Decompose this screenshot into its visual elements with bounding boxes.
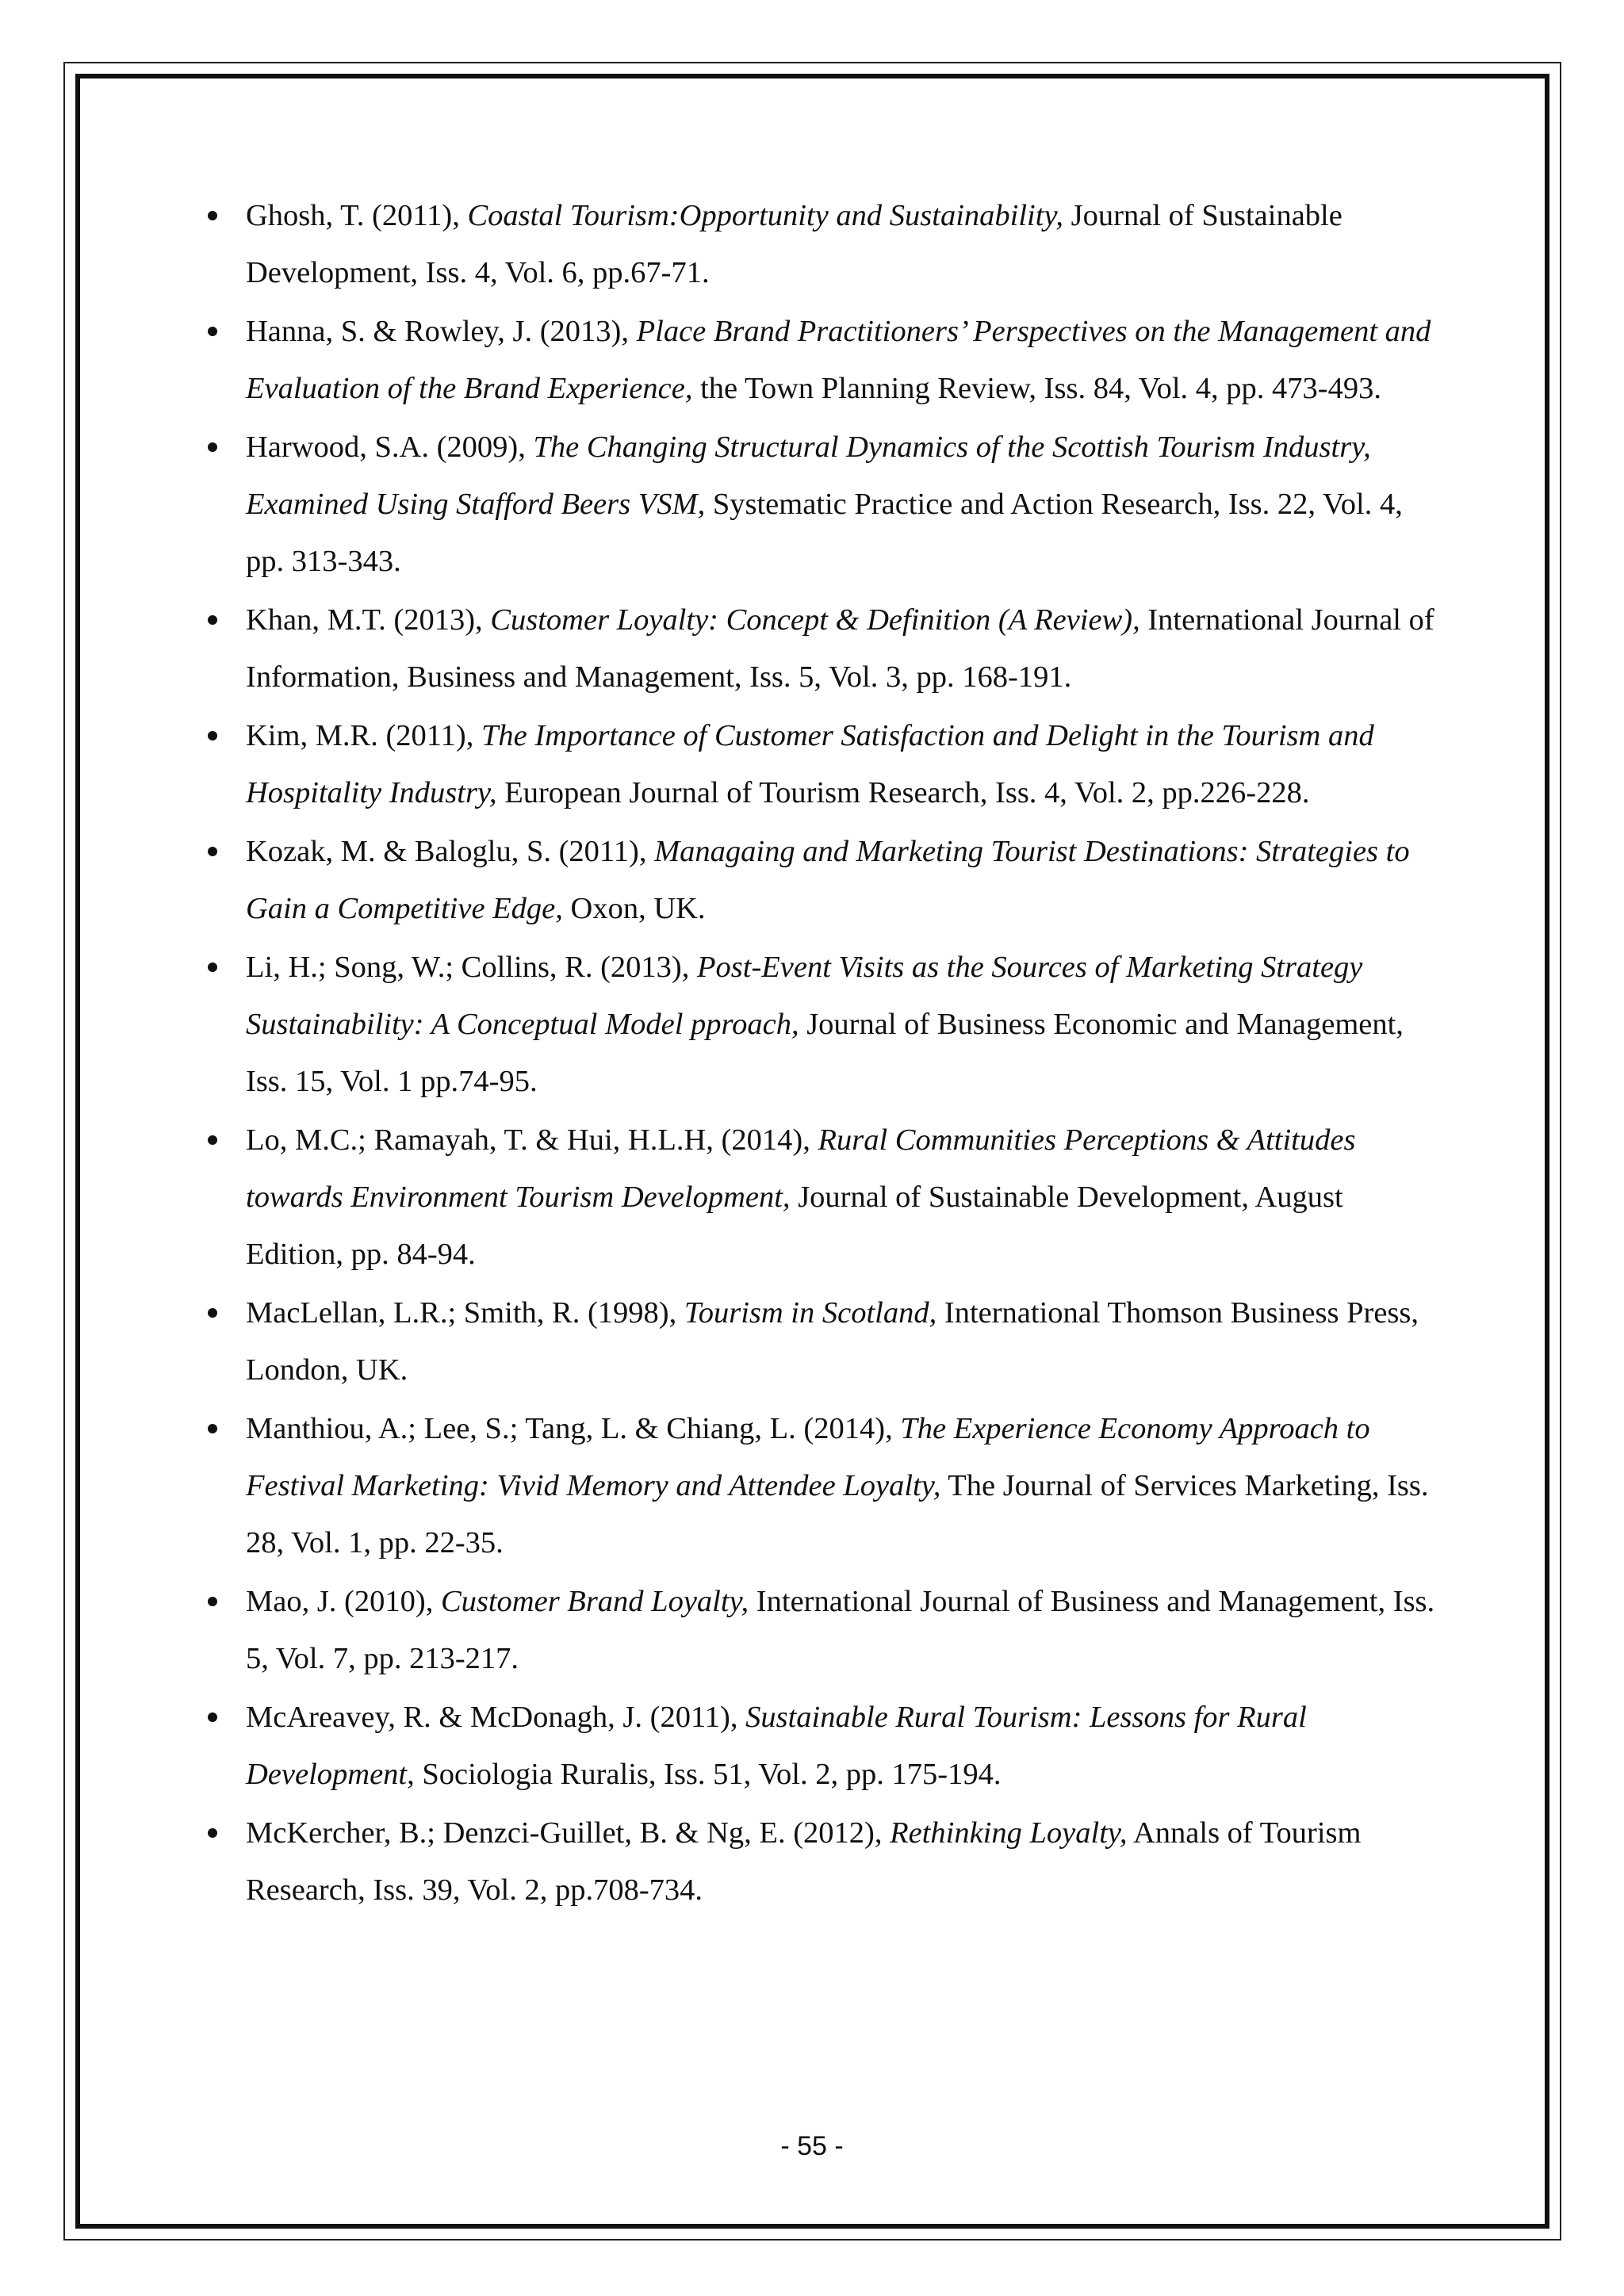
reference-source: European Journal of Tourism Research, Iss. 4, Vol. 2, pp.226-228. — [496, 776, 1310, 809]
reference-item — [208, 823, 1445, 937]
reference-author: Kim, M.R. (2011), — [246, 719, 481, 752]
reference-author: Harwood, S.A. (2009), — [246, 430, 534, 464]
reference-author: Kozak, M. & Baloglu, S. (2011), — [246, 835, 655, 868]
bullet-icon — [208, 1424, 217, 1433]
reference-title: The Experience Economy Approach to Festival Marketing: Vivid Memory and Attendee Loyalty, — [246, 1412, 1370, 1502]
reference-item — [208, 1573, 1445, 1687]
reference-title: Tourism in Scotland, — [684, 1296, 937, 1330]
reference-author: McAreavey, R. & McDonagh, J. (2011), — [246, 1701, 746, 1734]
reference-item — [208, 419, 1445, 590]
bullet-icon — [208, 442, 217, 452]
reference-title: Coastal Tourism:Opportunity and Sustainability, — [467, 199, 1064, 232]
reference-item — [208, 303, 1445, 417]
reference-source: International Thomson Business Press, London, UK. — [246, 1296, 1419, 1387]
reference-author: Khan, M.T. (2013), — [246, 603, 491, 637]
reference-author: Mao, J. (2010), — [246, 1585, 441, 1618]
reference-title: Post-Event Visits as the Sources of Marketing Strategy Sustainability: A Conceptual Model pproach, — [246, 951, 1363, 1041]
reference-author: MacLellan, L.R.; Smith, R. (1998), — [246, 1296, 684, 1330]
reference-author: Manthiou, A.; Lee, S.; Tang, L. & Chiang, L. (2014), — [246, 1412, 901, 1445]
reference-source: Journal of Business Economic and Management, Iss. 15, Vol. 1 pp.74-95. — [246, 1008, 1404, 1098]
reference-author: Lo, M.C.; Ramayah, T. & Hui, H.L.H, (2014), — [246, 1123, 818, 1157]
reference-title: Customer Brand Loyalty, — [440, 1585, 749, 1618]
reference-item — [208, 1112, 1445, 1283]
reference-title: The Changing Structural Dynamics of the Scottish Tourism Industry, Examined Using Stafford Beers VSM, — [246, 430, 1371, 521]
bullet-icon — [208, 962, 217, 972]
reference-item — [208, 591, 1445, 706]
reference-item — [208, 707, 1445, 821]
reference-item — [208, 1804, 1445, 1919]
reference-title: Customer Loyalty: Concept & Definition (A Review), — [490, 603, 1140, 637]
reference-item — [208, 187, 1445, 301]
bullet-icon — [208, 1828, 217, 1838]
reference-item — [208, 1284, 1445, 1399]
bullet-icon — [208, 1135, 217, 1145]
bullet-icon — [208, 1308, 217, 1318]
bullet-icon — [208, 327, 217, 336]
reference-source: Journal of Sustainable Development, Iss. 4, Vol. 6, pp.67-71. — [246, 199, 1342, 289]
bullet-icon — [208, 731, 217, 740]
reference-source: Journal of Sustainable Development, August Edition, pp. 84-94. — [246, 1181, 1343, 1271]
reference-source: International Journal of Business and Management, Iss. 5, Vol. 7, pp. 213-217. — [246, 1585, 1435, 1675]
reference-source: Systematic Practice and Action Research, Iss. 22, Vol. 4, pp. 313-343. — [246, 488, 1403, 578]
reference-item — [208, 1689, 1445, 1803]
reference-source: Oxon, UK. — [562, 892, 706, 925]
bullet-icon — [208, 1597, 217, 1606]
reference-title: Rethinking Loyalty, — [890, 1816, 1128, 1850]
reference-item — [208, 939, 1445, 1110]
reference-author: Li, H.; Song, W.; Collins, R. (2013), — [246, 951, 698, 984]
reference-source: Annals of Tourism Research, Iss. 39, Vol. 2, pp.708-734. — [246, 1816, 1362, 1907]
bullet-icon — [208, 615, 217, 625]
reference-author: Hanna, S. & Rowley, J. (2013), — [246, 315, 637, 348]
bullet-icon — [208, 211, 217, 220]
reference-author: Ghosh, T. (2011), — [246, 199, 468, 232]
reference-item — [208, 1400, 1445, 1571]
reference-source: The Journal of Services Marketing, Iss. 28, Vol. 1, pp. 22-35. — [246, 1469, 1429, 1559]
reference-list — [208, 187, 1445, 1920]
page-number: - 55 - — [780, 2131, 844, 2161]
reference-title: Place Brand Practitioners’ Perspectives on the Management and Evaluation of the Brand Experience, — [246, 315, 1431, 405]
bullet-icon — [208, 1712, 217, 1722]
reference-title: Managaing and Marketing Tourist Destinations: Strategies to Gain a Competitive Edge, — [246, 835, 1410, 925]
reference-source: the Town Planning Review, Iss. 84, Vol. 4, pp. 473-493. — [692, 372, 1381, 405]
reference-source: , Sociologia Ruralis, Iss. 51, Vol. 2, pp. 175-194. — [407, 1758, 1002, 1791]
reference-title: Rural Communities Perceptions & Attitudes towards Environment Tourism Development, — [246, 1123, 1356, 1214]
bullet-icon — [208, 847, 217, 856]
reference-title: The Importance of Customer Satisfaction and Delight in the Tourism and Hospitality Industry, — [246, 719, 1374, 809]
reference-source: International Journal of Information, Business and Management, Iss. 5, Vol. 3, pp. 168-191. — [246, 603, 1434, 694]
reference-title: Sustainable Rural Tourism: Lessons for Rural Development — [246, 1701, 1307, 1791]
reference-author: McKercher, B.; Denzci-Guillet, B. & Ng, E. (2012), — [246, 1816, 891, 1850]
